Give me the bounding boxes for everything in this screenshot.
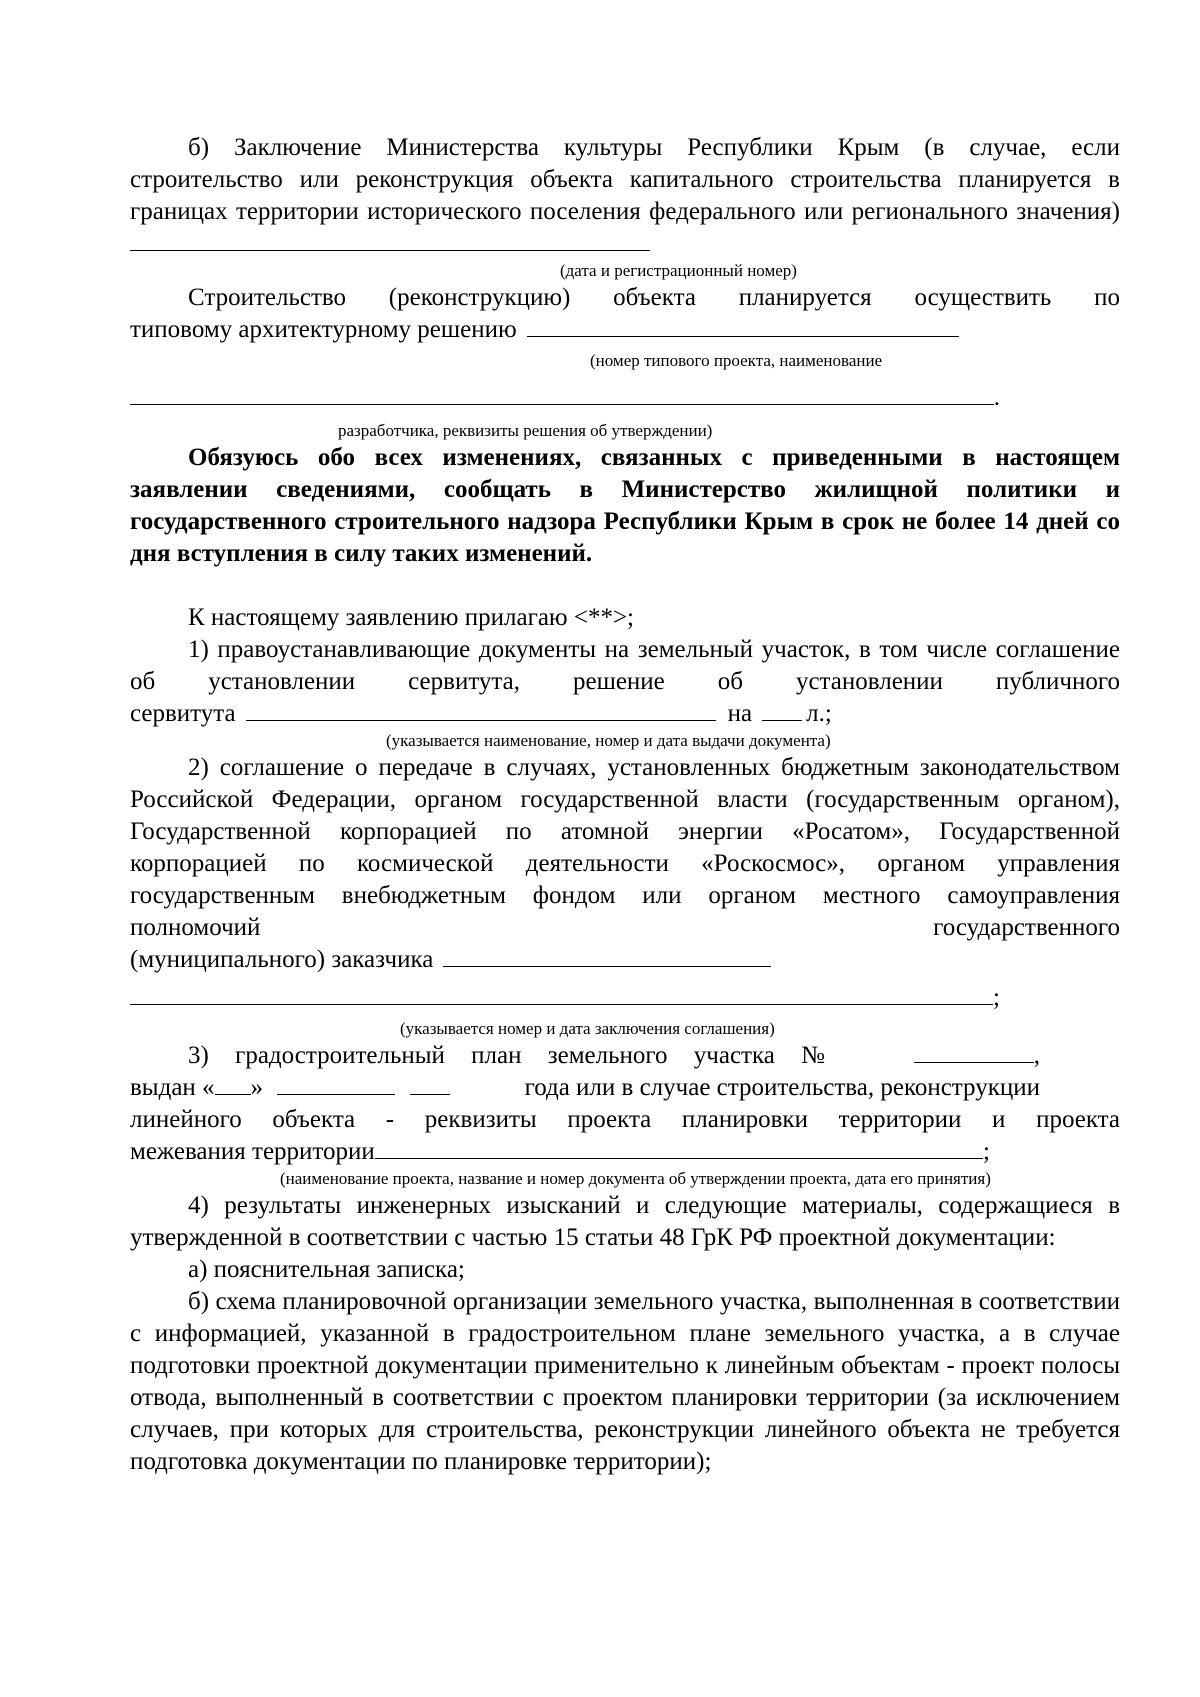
item3-caption: (наименование проекта, название и номер документа об утверждении проекта, дата его принятия) (280, 1169, 991, 1188)
date-reg-number-blank[interactable] (130, 228, 650, 251)
item3-line1-text: 3) градостроительный план земельного участка № (188, 1042, 825, 1069)
section-b-paragraph (130, 132, 1120, 260)
agreement-details-blank[interactable] (130, 984, 993, 1005)
item2-full-line (130, 982, 1000, 1014)
item3-line4 (130, 1136, 990, 1168)
item1-prefix: сервитута (130, 700, 236, 727)
item1-caption: (указывается наименование, номер и дата выдачи документа) (386, 731, 831, 750)
typical-design-line2-text: типовому архитектурному решению (130, 316, 517, 343)
document-page (130, 132, 1120, 1478)
item3-line2-rest: года или в случае строительства, реконструкции (524, 1074, 1040, 1101)
plan-number-blank[interactable] (914, 1040, 1034, 1063)
typical-design-caption2: разработчика, реквизиты решения об утверждении) (338, 421, 713, 440)
issue-month-blank[interactable] (277, 1072, 395, 1095)
item2-end-mark: ; (993, 984, 1000, 1011)
item3-issued-label: выдан « (130, 1074, 215, 1101)
item3-line1 (130, 1040, 1040, 1072)
obligation-paragraph: Обязуюсь обо всех изменениях, связанных с приведенными в настоящем заявлении сведениями, сообщать в Министерство жилищной политики и государственного строительного надзора Республики Крым в срок не более 14 дней со дня вступления в силу таких изменений. (130, 444, 1120, 567)
item3-line1-end: , (1033, 1042, 1040, 1069)
item2-prefix: (муниципального) заказчика (130, 946, 434, 973)
item3-issued-wrap (130, 1072, 450, 1104)
attachments-intro: К настоящему заявлению прилагаю <**>; (188, 604, 634, 631)
customer-blank[interactable] (443, 944, 771, 967)
item3-end-mark: ; (983, 1138, 990, 1165)
typical-project-blank[interactable] (527, 314, 959, 337)
section-b-text: б) Заключение Министерства культуры Республики Крым (в случае, если строительство или реконструкция объекта капитального строительства планируется в границах территории исторического поселения федерального или регионального значения) (130, 134, 1120, 225)
item2-paragraph: 2) соглашение о передаче в случаях, установленных бюджетным законодательством Российской Федерации, органом государственной власти (государственным органом), Государственной корпорацией по атомной энергии «Росатом», Государственной корпорацией по космической деятельности «Роскосмос», органом управления государственным внебюджетным фондом или органом местного самоуправления полномочий государственного (130, 754, 1120, 941)
developer-details-blank[interactable] (130, 384, 994, 405)
item1-sheets-label: л.; (806, 700, 832, 727)
item2-last-line (130, 944, 1120, 976)
item2-caption: (указывается номер и дата заключения соглашения) (400, 1019, 775, 1038)
item1-last-line (130, 698, 1120, 730)
item3-line3: линейного объекта - реквизиты проекта планировки территории и проекта (130, 1106, 1120, 1133)
item3-number-wrap (914, 1040, 1040, 1072)
item1-paragraph: 1) правоустанавливающие документы на земельный участок, в том числе соглашение об установлении сервитута, решение об установлении публичного (130, 636, 1120, 695)
item4-sub-b: б) схема планировочной организации земельного участка, выполненная в соответствии с информацией, указанной в градостроительном плане земельного участка, а в случае подготовки проектной документации применительно к линейным объектам - проект полосы отвода, выполненный в соответствии с проектом планировки территории (за исключением случаев, при которых для строительства, реконструкции линейного объекта не требуется подготовка документации по планировке территории); (130, 1288, 1120, 1475)
item3-issued-close: » (250, 1074, 264, 1101)
typical-design-line2 (130, 314, 1120, 346)
typical-design-end-mark: . (993, 384, 1000, 411)
typical-design-caption1: (номер типового проекта, наименование (590, 351, 883, 370)
typical-design-full-line (130, 382, 1000, 414)
item4-sub-a: а) пояснительная записка; (188, 1256, 465, 1283)
item3-line2 (130, 1072, 1040, 1104)
typical-design-line1: Строительство (реконструкцию) объекта планируется осуществить по (188, 284, 1120, 311)
project-details-blank[interactable] (375, 1138, 983, 1159)
issue-year-blank[interactable] (410, 1072, 450, 1095)
issue-day-blank[interactable] (215, 1072, 251, 1095)
sheets-count-blank[interactable] (762, 698, 802, 721)
item4-paragraph: 4) результаты инженерных изысканий и следующие материалы, содержащиеся в утвержденной в соответствии с частью 15 статьи 48 ГрК РФ проектной документации: (130, 1192, 1120, 1251)
document-name-blank[interactable] (246, 698, 716, 721)
section-b-caption: (дата и регистрационный номер) (560, 261, 797, 280)
item3-line4-prefix: межевания территории (130, 1138, 375, 1165)
item1-on-label: на (727, 700, 753, 727)
